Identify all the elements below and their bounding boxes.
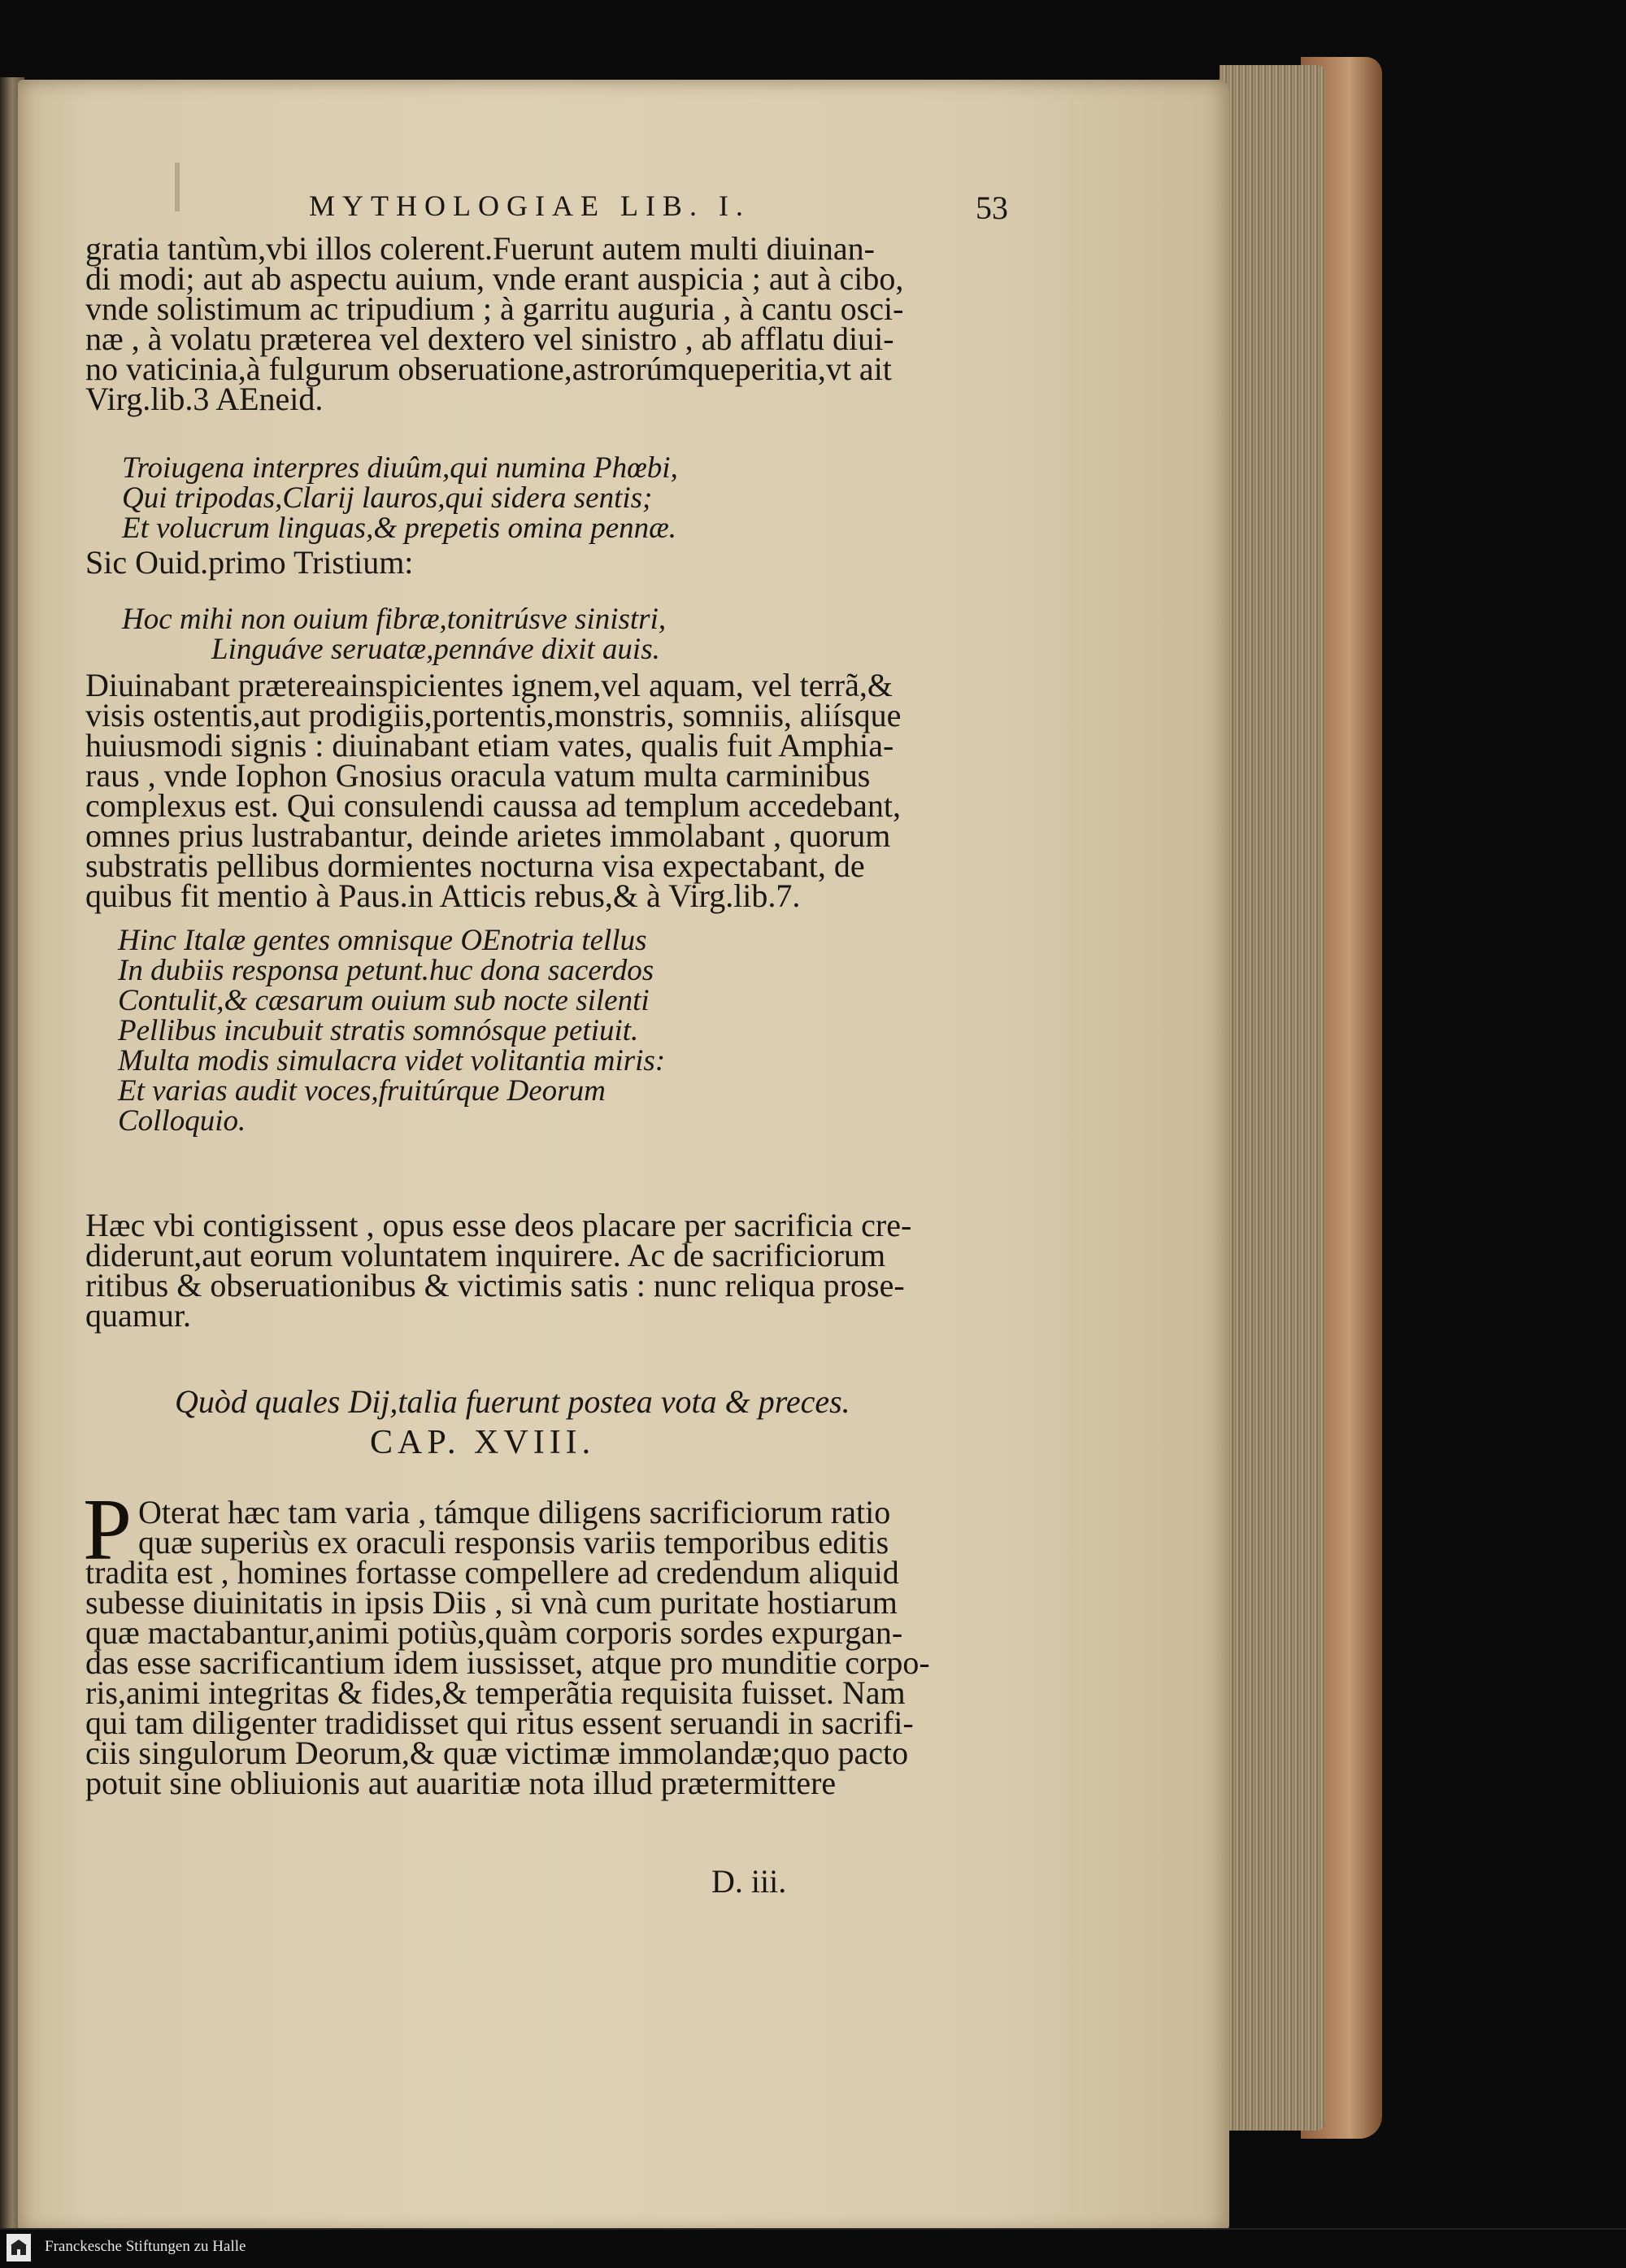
- verse-line: Troiugena interpres diuûm,qui numina Phœbi,: [122, 451, 678, 485]
- verse-line: Colloquio.: [118, 1104, 246, 1138]
- verse-line: Hinc Italæ gentes omnisque OEnotria tellus: [118, 924, 647, 957]
- running-header: [309, 189, 1008, 227]
- verse-line: In dubiis responsa petunt.huc dona sacerdos: [118, 954, 654, 987]
- text-line: Oterat hæc tam varia , támque diligens sacrificiorum ratio: [138, 1494, 891, 1530]
- text-line: næ , à volatu præterea vel dextero vel sinistro , ab afflatu diui-: [85, 320, 894, 357]
- page-number: 53: [976, 189, 1008, 226]
- book-fore-edge: [1220, 65, 1325, 2131]
- text-line: omnes prius lustrabantur, deinde arietes immolabant , quorum: [85, 817, 891, 854]
- verse-quote-1: [122, 451, 1045, 545]
- pencil-mark: [175, 163, 180, 211]
- text-line: huiusmodi signis : diuinabant etiam vates, qualis fuit Amphia-: [85, 727, 894, 764]
- institution-logo: [7, 2234, 31, 2261]
- paragraph-4: [138, 1494, 1008, 1561]
- text-line: subesse diuinitatis in ipsis Diis , si vnà cum puritate hostiarum: [85, 1584, 898, 1621]
- text-line: di modi; aut ab aspectu auium, vnde erant auspicia ; aut à cibo,: [85, 260, 904, 297]
- text-line: ris,animi integritas & fides,& temperãtia requisita fuisset. Nam: [85, 1674, 906, 1711]
- text-line: ciis singulorum Deorum,& quæ victimæ immolandæ;quo pacto: [85, 1735, 909, 1771]
- text-line: raus , vnde Iophon Gnosius oracula vatum multa carminibus: [85, 757, 871, 794]
- verse-line: Pellibus incubuit stratis somnósque petiuit.: [118, 1014, 639, 1047]
- institution-credit: Franckesche Stiftungen zu Halle: [45, 2238, 246, 2255]
- chapter-title: CAP. XVIII.: [370, 1424, 596, 1461]
- text-line: potuit sine obliuionis aut auaritiæ nota illud prætermittere: [85, 1765, 837, 1801]
- text-line: quamur.: [85, 1297, 191, 1334]
- text-line: gratia tantùm,vbi illos colerent.Fuerunt autem multi diuinan-: [85, 230, 875, 267]
- paragraph-4-cont: [85, 1554, 1008, 1801]
- verse-line: Hoc mihi non ouium fibræ,tonitrúsve sinistri,: [122, 603, 667, 636]
- text-line: no vaticinia,à fulgurum obseruatione,astrorúmqueperitia,vt ait: [85, 350, 892, 387]
- signature-mark: D. iii.: [711, 1863, 787, 1900]
- text-line: vnde solistimum ac tripudium ; à garritu auguria , à cantu osci-: [85, 290, 904, 327]
- text-line: Diuinabant prætereainspicientes ignem,vel aquam, vel terrã,&: [85, 667, 893, 703]
- text-line: ritibus & obseruationibus & victimis satis : nunc reliqua prose-: [85, 1267, 905, 1304]
- building-icon: [10, 2237, 28, 2258]
- running-title: MYTHOLOGIAE LIB. I.: [309, 189, 750, 222]
- text-line: quæ mactabantur,animi potiùs,quàm corporis sordes expurgan-: [85, 1614, 903, 1651]
- verse-quote-2: [122, 603, 1045, 664]
- verse-intro: [85, 544, 1008, 581]
- text-line: Sic Ouid.primo Tristium:: [85, 544, 414, 581]
- paragraph-2: [85, 667, 1008, 914]
- verse-line: Et varias audit voces,fruitúrque Deorum: [118, 1074, 606, 1108]
- paragraph-3: [85, 1207, 1008, 1334]
- verse-line: Et volucrum linguas,& prepetis omina pennæ.: [122, 511, 677, 545]
- text-line: qui tam diligenter tradidisset qui ritus essent seruandi in sacrifi-: [85, 1704, 914, 1741]
- text-line: Virg.lib.3 AEneid.: [85, 381, 324, 417]
- text-line: Hæc vbi contigissent , opus esse deos placare per sacrificia cre-: [85, 1207, 912, 1243]
- text-line: das esse sacrificantium idem iussisset, atque pro munditie corpo-: [85, 1644, 930, 1681]
- drop-capital: P: [83, 1482, 133, 1578]
- verse-line: Multa modis simulacra videt volitantia miris:: [118, 1044, 666, 1077]
- verse-line: Linguáve seruatæ,pennáve dixit auis.: [211, 633, 660, 666]
- text-line: quæ superiùs ex oraculi responsis variis temporibus editis: [138, 1524, 889, 1561]
- text-line: diderunt,aut eorum voluntatem inquirere. Ac de sacrificiorum: [85, 1237, 886, 1273]
- chapter-subtitle: Quòd quales Dij,talia fuerunt postea vota & preces.: [175, 1383, 850, 1420]
- verse-quote-3: [118, 924, 1041, 1138]
- text-line: tradita est , homines fortasse compellere ad credendum aliquid: [85, 1554, 899, 1591]
- text-line: substratis pellibus dormientes nocturna visa expectabant, de: [85, 847, 865, 884]
- text-line: quibus fit mentio à Paus.in Atticis rebus,& à Virg.lib.7.: [85, 877, 801, 914]
- text-line: complexus est. Qui consulendi caussa ad templum accedebant,: [85, 787, 902, 824]
- text-line: visis ostentis,aut prodigiis,portentis,monstris, somniis, aliísque: [85, 697, 902, 734]
- verse-line: Qui tripodas,Clarij lauros,qui sidera sentis;: [122, 481, 653, 515]
- verse-line: Contulit,& cæsarum ouium sub nocte silenti: [118, 984, 650, 1017]
- paragraph-1: [85, 230, 1008, 417]
